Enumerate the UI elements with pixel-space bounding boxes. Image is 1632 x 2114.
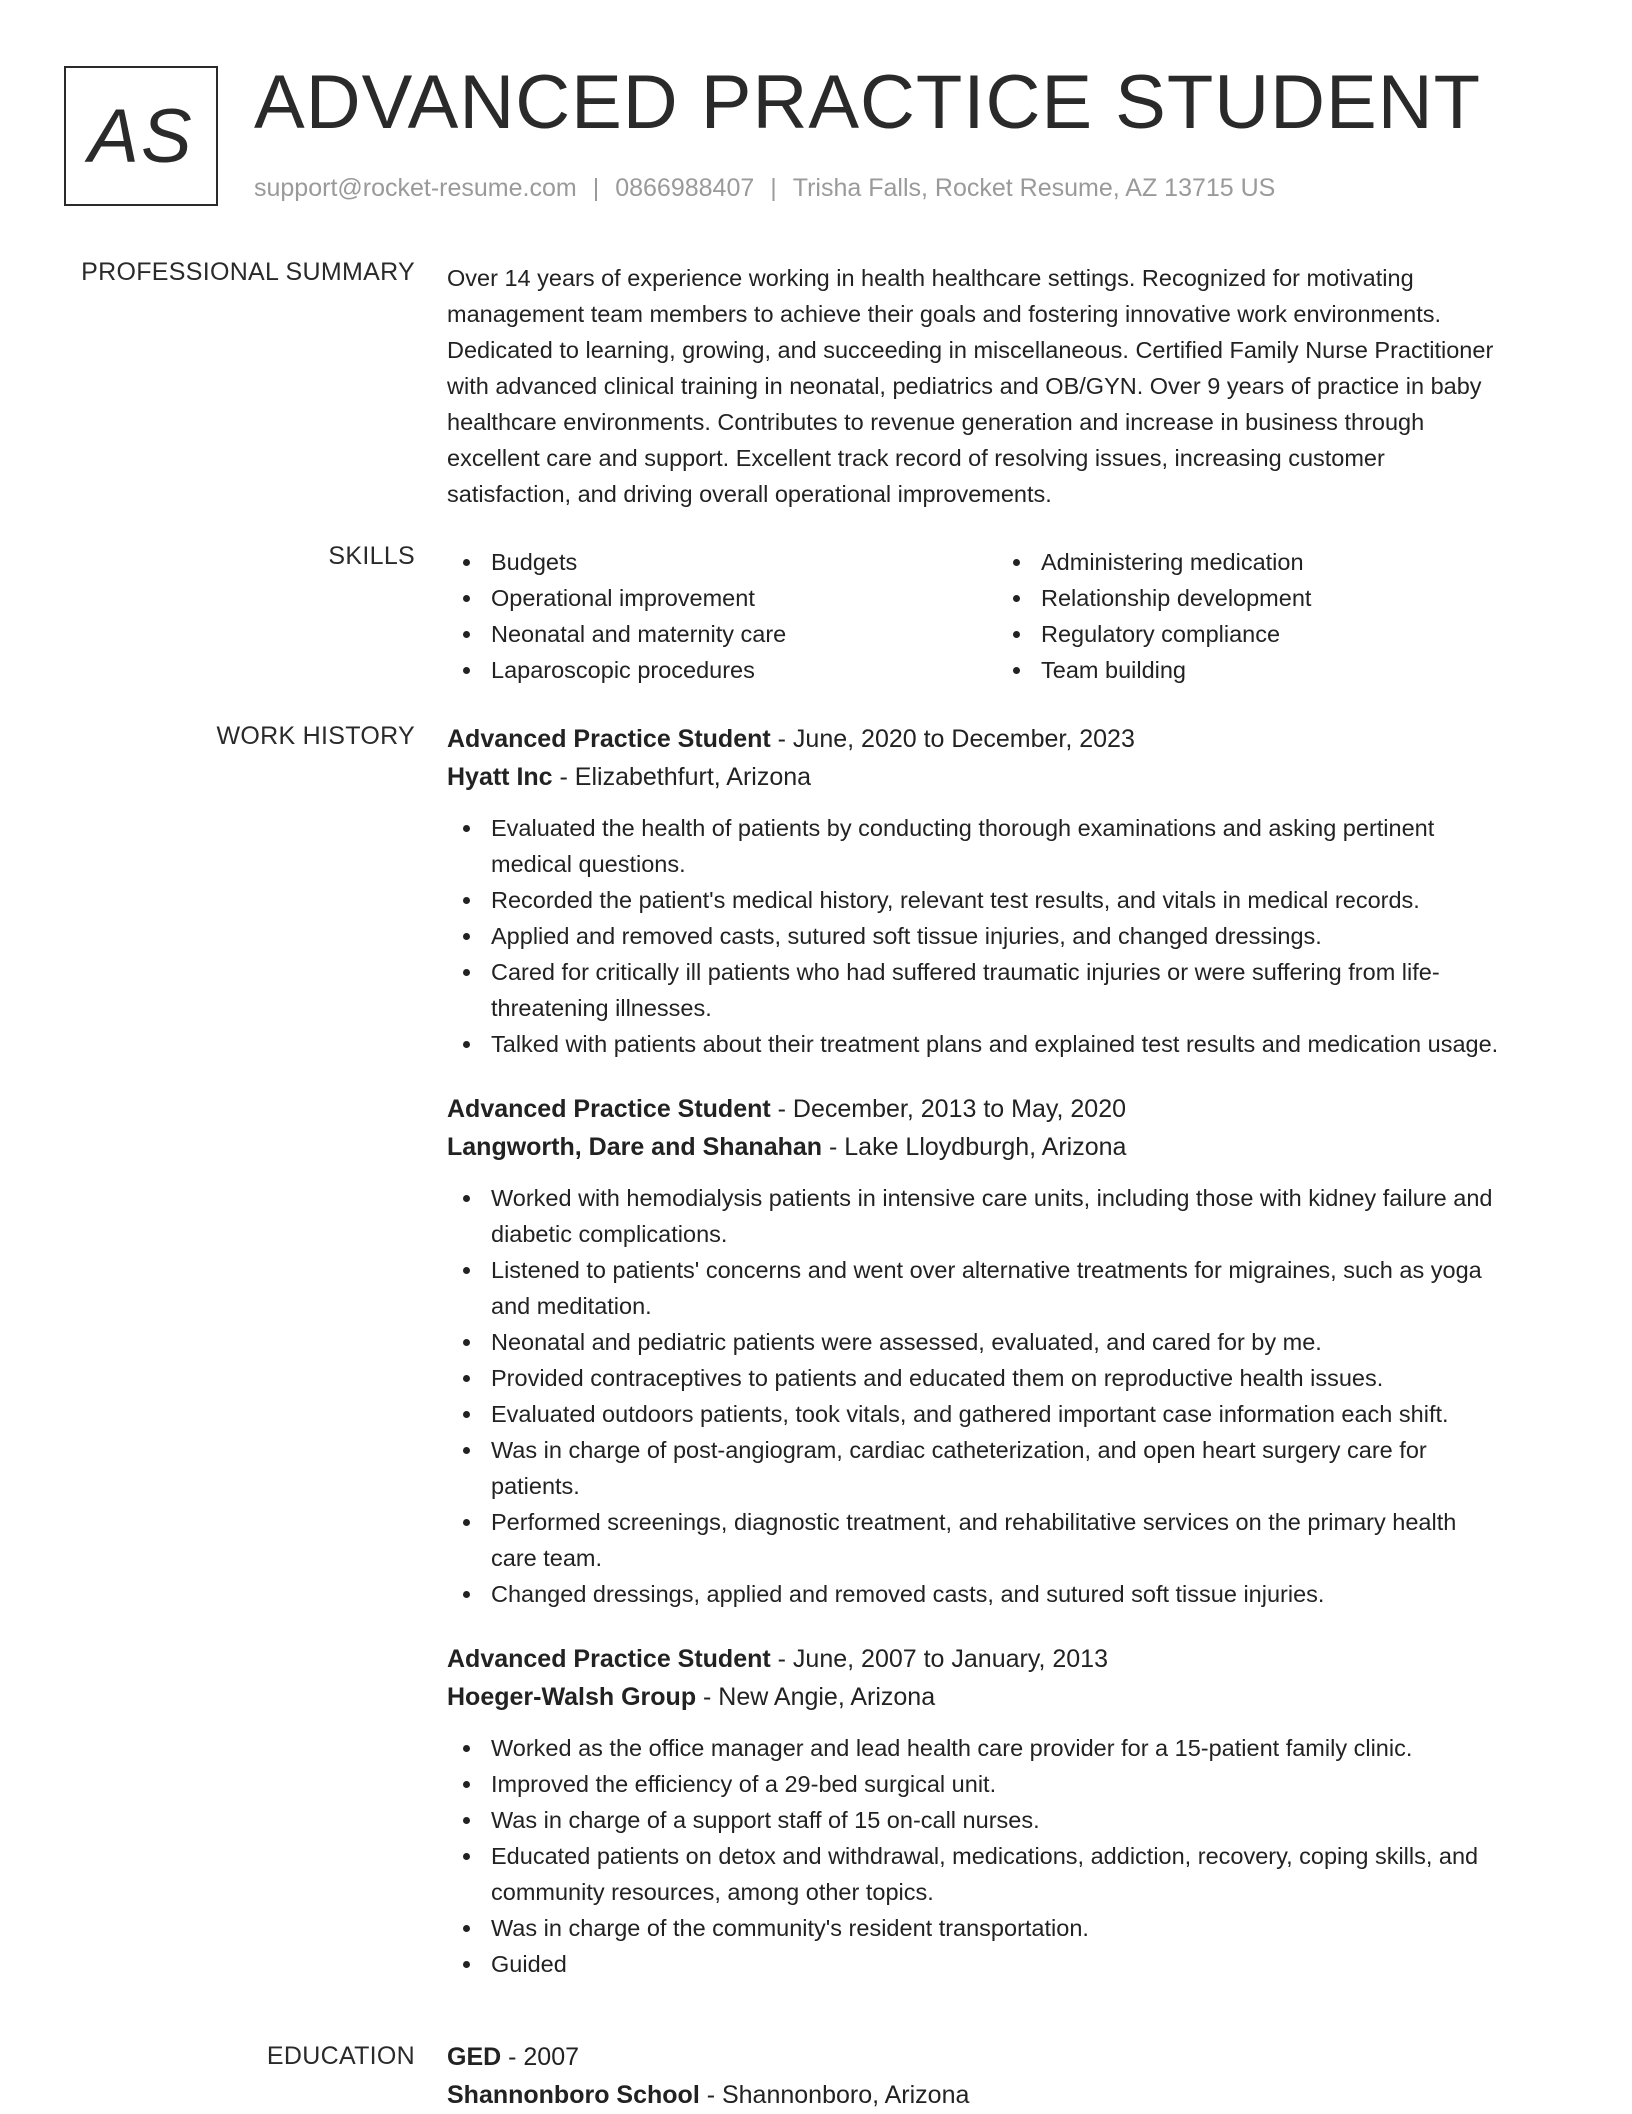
skill-item: Laparoscopic procedures [447,652,997,688]
job-bullets [447,810,1567,1062]
job-dates: - June, 2020 to December, 2023 [770,725,1135,753]
job-bullet: Talked with patients about their treatment plans and explained test results and medication usage. [447,1026,1567,1062]
job-bullet: Educated patients on detox and withdrawal, medications, addiction, recovery, coping skills, and [447,1838,1567,1874]
job-bullet: Improved the efficiency of a 29-bed surgical unit. [447,1766,1567,1802]
job-bullet: Provided contraceptives to patients and educated them on reproductive health issues. [447,1360,1567,1396]
job-bullets [447,1180,1567,1612]
summary-text [447,260,1567,512]
monogram-initials: AS [88,93,194,179]
contact-address: Trisha Falls, Rocket Resume, AZ 13715 US [792,174,1276,202]
job-entry [447,1090,1567,1612]
education-degree-line [447,2038,1567,2076]
job-company-line [447,1128,1567,1166]
skill-item: Administering medication [997,544,1547,580]
job-bullet: Evaluated outdoors patients, took vitals, and gathered important case information each shift. [447,1396,1567,1432]
job-bullet-continuation: community resources, among other topics. [491,1879,934,1905]
skill-item: Budgets [447,544,997,580]
job-bullet-continuation: patients. [491,1473,580,1499]
monogram-box [64,66,218,206]
skills-column-right [997,544,1547,688]
summary-line: Over 14 years of experience working in health healthcare settings. Recognized for motivating [447,265,1414,291]
job-bullet: Worked with hemodialysis patients in intensive care units, including those with kidney failure and [447,1180,1567,1216]
summary-line: management team members to achieve their goals and fostering innovative work environments. [447,301,1442,327]
job-bullet: Performed screenings, diagnostic treatment, and rehabilitative services on the primary health [447,1504,1567,1540]
job-location: - New Angie, Arizona [696,1683,936,1711]
job-title-line [447,1090,1567,1128]
job-location: - Elizabethfurt, Arizona [552,763,812,791]
contact-email[interactable]: support@rocket-resume.com [254,174,577,202]
job-bullet: Guided [447,1946,1567,1982]
job-bullet: Changed dressings, applied and removed casts, and sutured soft tissue injuries. [447,1576,1567,1612]
job-company: Hyatt Inc [447,763,553,791]
summary-line: healthcare environments. Contributes to revenue generation and increase in business through [447,409,1425,435]
job-bullet: Listened to patients' concerns and went over alternative treatments for migraines, such as yoga [447,1252,1567,1288]
job-bullet: Recorded the patient's medical history, relevant test results, and vitals in medical records. [447,882,1567,918]
section-label-work-history: WORK HISTORY [216,722,415,750]
job-entry [447,1640,1567,1982]
section-label-summary: PROFESSIONAL SUMMARY [81,258,415,286]
contact-separator: | [592,174,600,202]
contact-separator: | [770,174,777,202]
job-bullet: Neonatal and pediatric patients were assessed, evaluated, and cared for by me. [447,1324,1567,1360]
job-dates: - June, 2007 to January, 2013 [770,1645,1108,1673]
skills-column-left [447,544,997,688]
job-bullets [447,1730,1567,1982]
job-bullet-continuation: threatening illnesses. [491,995,712,1021]
job-bullet: Was in charge of a support staff of 15 on-call nurses. [447,1802,1567,1838]
job-bullet: Cared for critically ill patients who had suffered traumatic injuries or were suffering from life- [447,954,1567,990]
job-company-line [447,758,1567,796]
summary-line: satisfaction, and driving overall operational improvements. [447,481,1052,507]
section-label-education: EDUCATION [266,2042,415,2070]
skill-item: Neonatal and maternity care [447,616,997,652]
job-bullet-continuation: medical questions. [491,851,686,877]
job-company: Langworth, Dare and Shanahan [447,1133,823,1161]
contact-line [254,174,1275,203]
summary-line: Dedicated to learning, growing, and succeeding in miscellaneous. Certified Family Nurse Practitioner [447,337,1494,363]
job-bullet-continuation: and meditation. [491,1293,652,1319]
job-title: Advanced Practice Student [447,1095,771,1123]
skill-item: Relationship development [997,580,1547,616]
summary-line: excellent care and support. Excellent track record of resolving issues, increasing customer [447,445,1385,471]
skill-item: Team building [997,652,1547,688]
job-title-line [447,720,1567,758]
education-year: - 2007 [501,2043,580,2071]
skill-item: Regulatory compliance [997,616,1547,652]
education-location: - Shannonboro, Arizona [699,2081,970,2109]
job-company: Hoeger-Walsh Group [447,1683,697,1711]
education-degree: GED [447,2043,502,2071]
skill-item: Operational improvement [447,580,997,616]
job-bullet-continuation: diabetic complications. [491,1221,728,1247]
job-bullet: Was in charge of the community's resident transportation. [447,1910,1567,1946]
job-title: Advanced Practice Student [447,725,771,753]
job-company-line [447,1678,1567,1716]
education-school: Shannonboro School [447,2081,700,2109]
job-location: - Lake Lloydburgh, Arizona [822,1133,1127,1161]
jobs-list [447,720,1567,2010]
job-dates: - December, 2013 to May, 2020 [770,1095,1127,1123]
job-bullet: Applied and removed casts, sutured soft tissue injuries, and changed dressings. [447,918,1567,954]
job-bullet: Evaluated the health of patients by conducting thorough examinations and asking pertinent [447,810,1567,846]
job-bullet: Worked as the office manager and lead health care provider for a 15-patient family clinic. [447,1730,1567,1766]
contact-phone[interactable]: 0866988407 [615,174,755,202]
summary-line: with advanced clinical training in neonatal, pediatrics and OB/GYN. Over 9 years of practice in baby [447,373,1482,399]
job-title-line [447,1640,1567,1678]
job-bullet-continuation: care team. [491,1545,603,1571]
job-bullet: Was in charge of post-angiogram, cardiac catheterization, and open heart surgery care for [447,1432,1567,1468]
job-entry [447,720,1567,1062]
candidate-name: ADVANCED PRACTICE STUDENT [254,60,1482,145]
section-label-skills: SKILLS [328,542,415,570]
skills-grid [447,544,1567,688]
education-school-line [447,2076,1567,2114]
job-title: Advanced Practice Student [447,1645,771,1673]
